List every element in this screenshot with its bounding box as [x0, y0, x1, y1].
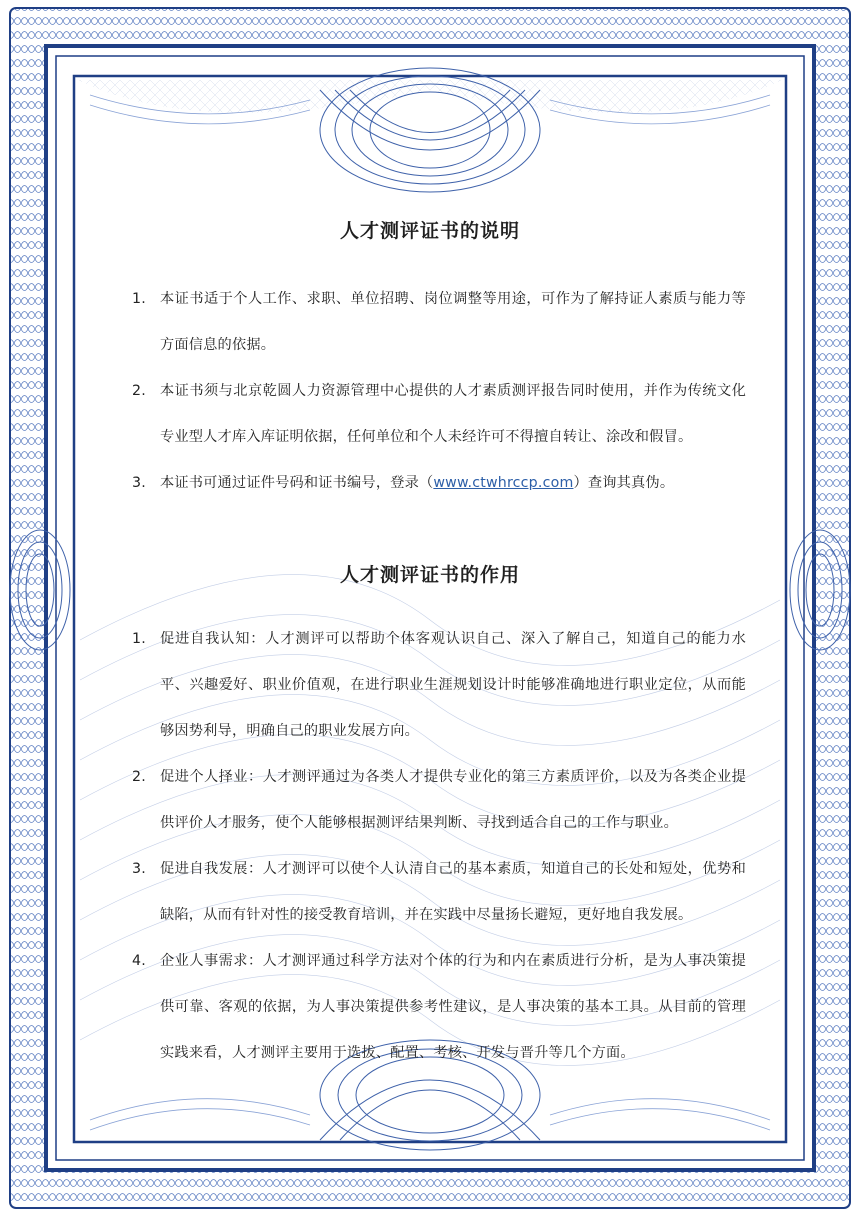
section-title-description: 人才测评证书的说明 [339, 220, 520, 242]
item-text: 促进自我认知：人才测评可以帮助个体客观认识自己、深入了解自己，知道自己的能力水平、兴趣爱好、职业价值观，在进行职业生涯规划设计时能够准确地进行职业定位，从而能够因势利导，明确自己的职业发展方向。 [160, 631, 746, 739]
item-text-before-link: 本证书可通过证件号码和证书编号，登录（ [160, 475, 434, 491]
function-list [132, 616, 746, 1076]
item-number: 1. [132, 291, 146, 307]
item-text: 促进个人择业：人才测评通过为各类人才提供专业化的第三方素质评价，以及为各类企业提供评价人才服务，使个人能够根据测评结果判断、寻找到适合自己的工作与职业。 [160, 769, 746, 831]
item-text-after-link: ）查询其真伪。 [573, 475, 675, 491]
item-text: 企业人事需求：人才测评通过科学方法对个体的行为和内在素质进行分析，是为人事决策提供可靠、客观的依据，为人事决策提供参考性建议，是人事决策的基本工具。从目前的管理实践来看，人才测评主要用于选拔、配置、考核、开发与晋升等几个方面。 [160, 953, 746, 1061]
list-item [132, 616, 746, 754]
item-text [160, 460, 746, 506]
item-text: 本证书适于个人工作、求职、单位招聘、岗位调整等用途，可作为了解持证人素质与能力等方面信息的依据。 [160, 291, 746, 353]
item-text: 本证书须与北京乾圆人力资源管理中心提供的人才素质测评报告同时使用，并作为传统文化专业型人才库入库证明依据，任何单位和个人未经许可不得擅自转让、涂改和假冒。 [160, 383, 746, 445]
item-text: 促进自我发展：人才测评可以使个人认清自己的基本素质，知道自己的长处和短处，优势和缺陷，从而有针对性的接受教育培训，并在实践中尽量扬长避短，更好地自我发展。 [160, 861, 746, 923]
list-item [132, 460, 746, 506]
list-item [132, 754, 746, 846]
list-item [132, 846, 746, 938]
verification-link[interactable]: www.ctwhrccp.com [433, 475, 574, 491]
description-list [132, 276, 746, 506]
item-number: 4. [132, 953, 146, 969]
item-number: 2. [132, 769, 146, 785]
item-number: 1. [132, 631, 146, 647]
item-number: 3. [132, 475, 146, 491]
section-title-function: 人才测评证书的作用 [339, 564, 520, 586]
list-item [132, 276, 746, 368]
list-item [132, 938, 746, 1076]
item-number: 3. [132, 861, 146, 877]
list-item [132, 368, 746, 460]
item-number: 2. [132, 383, 146, 399]
